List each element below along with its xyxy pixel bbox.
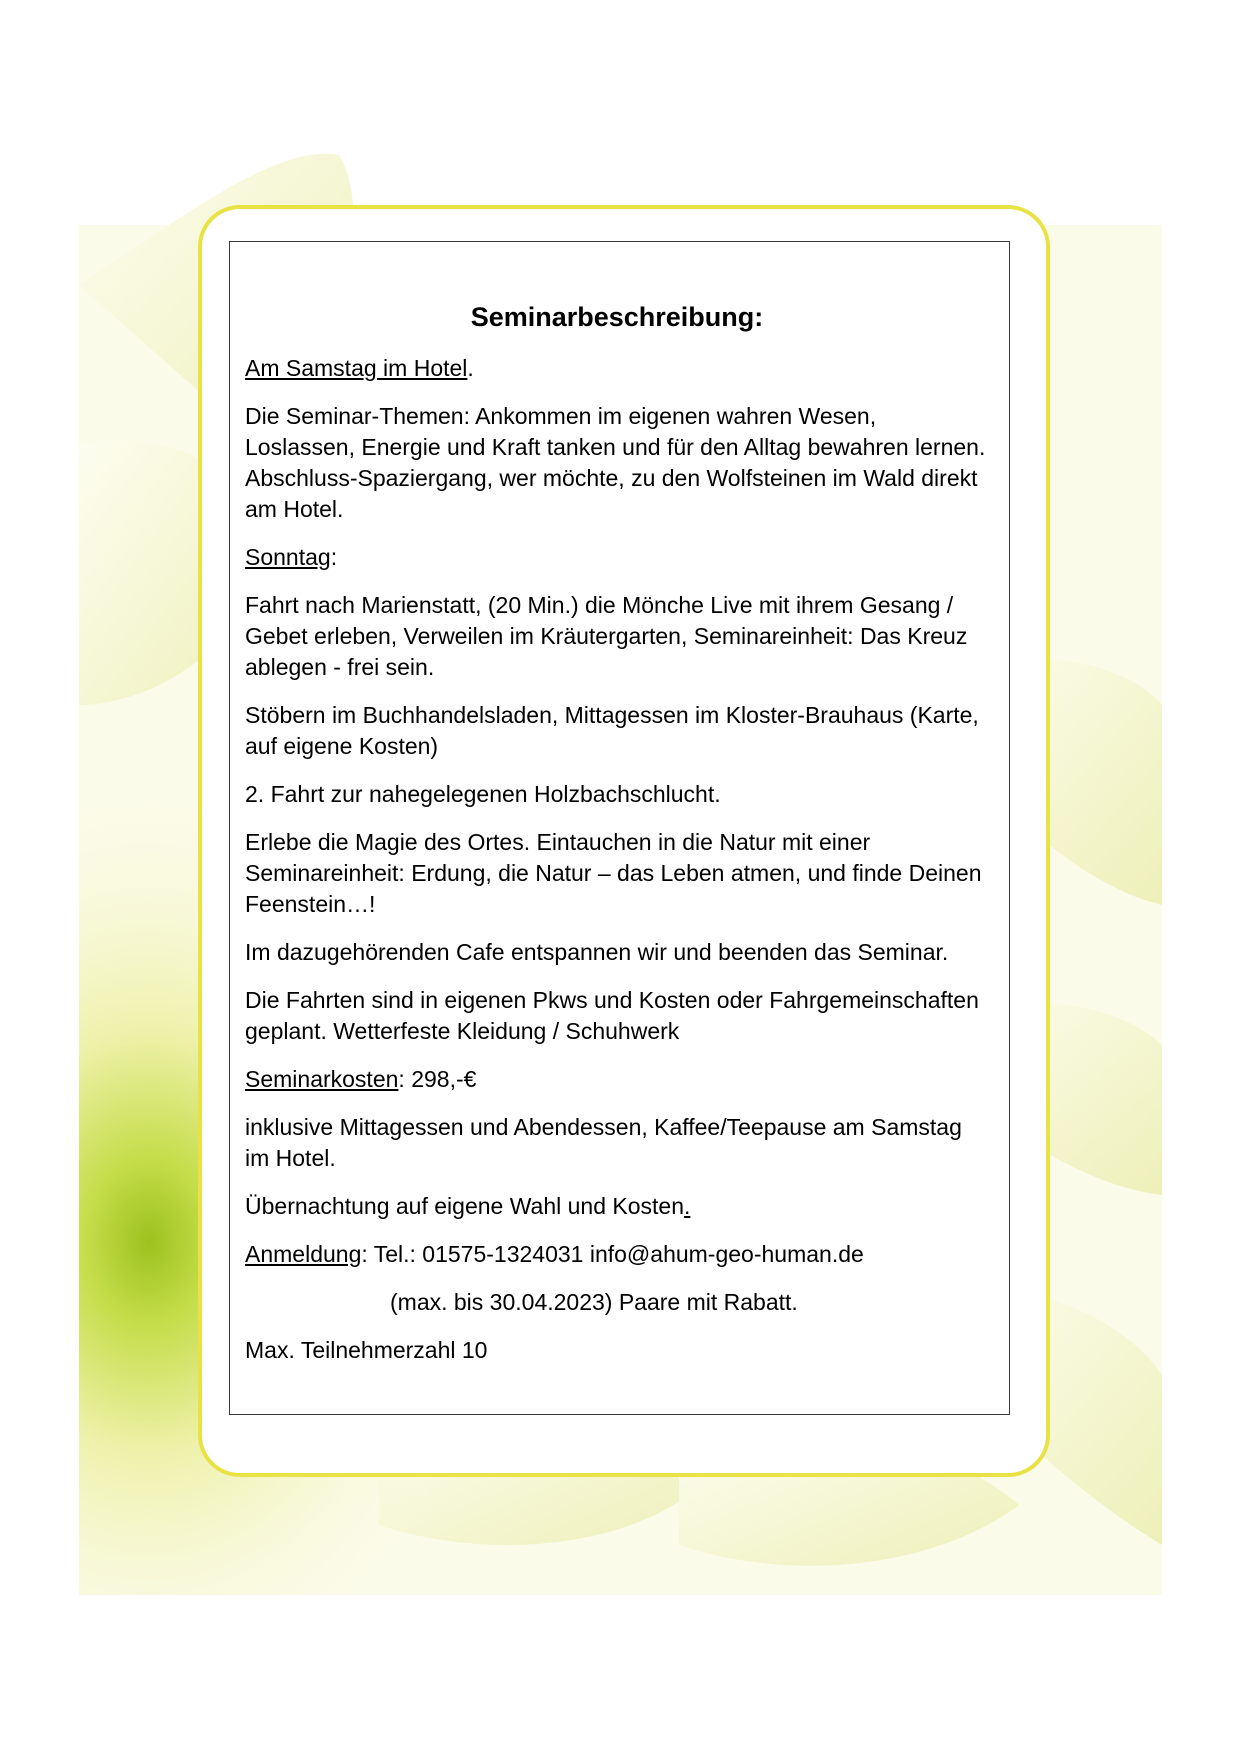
overnight-text: Übernachtung auf eigene Wahl und Kosten: [245, 1193, 685, 1219]
sunday-paragraph-4: Erlebe die Magie des Ortes. Eintauchen in die Natur mit einer Seminareinheit: Erdung, die Natur – das Leben atmen, und finde Deinen Feenstein…!: [245, 829, 982, 917]
registration-deadline: (max. bis 30.04.2023) Paare mit Rabatt.: [390, 1289, 798, 1315]
registration-contact: : Tel.: 01575-1324031 info@ahum-geo-human.de: [361, 1241, 864, 1267]
registration-line: [245, 1239, 989, 1270]
overnight-line: [245, 1191, 989, 1222]
page-title: Seminarbeschreibung:: [470, 302, 764, 332]
saturday-text: Die Seminar-Themen: Ankommen im eigenen wahren Wesen, Loslassen, Energie und Kraft tanken und für den Alltag bewahren lernen. Abschluss-Spaziergang, wer möchte, zu den Wolfsteinen im Wald direkt am Hotel.: [245, 403, 986, 522]
registration-label: Anmeldung: [245, 1241, 362, 1267]
sunday-heading-line: [245, 542, 989, 573]
sunday-paragraph-2: Stöbern im Buchhandelsladen, Mittagessen im Kloster-Brauhaus (Karte, auf eigene Kosten): [245, 702, 979, 759]
overnight-suffix: .: [684, 1193, 691, 1219]
sunday-heading-suffix: :: [330, 544, 338, 570]
sunday-heading: Sonntag: [245, 544, 331, 570]
sunday-paragraph-6: Die Fahrten sind in eigenen Pkws und Kosten oder Fahrgemeinschaften geplant. Wetterfeste Kleidung / Schuhwerk: [245, 987, 979, 1044]
costs-line: [245, 1064, 989, 1095]
seminar-description-box: [229, 241, 1010, 1415]
saturday-heading: Am Samstag im Hotel: [245, 355, 468, 381]
max-participants: Max. Teilnehmerzahl 10: [245, 1337, 488, 1363]
sunday-paragraph-3: 2. Fahrt zur nahegelegenen Holzbachschlucht.: [245, 781, 721, 807]
costs-value: : 298,-€: [398, 1066, 477, 1092]
saturday-heading-line: [245, 353, 989, 384]
costs-includes: inklusive Mittagessen und Abendessen, Kaffee/Teepause am Samstag im Hotel.: [245, 1114, 962, 1171]
saturday-heading-suffix: .: [467, 355, 474, 381]
sunday-paragraph-1: Fahrt nach Marienstatt, (20 Min.) die Mönche Live mit ihrem Gesang / Gebet erleben, Verweilen im Kräutergarten, Seminareinheit: Das Kreuz ablegen - frei sein.: [245, 592, 968, 680]
sunday-paragraph-5: Im dazugehörenden Cafe entspannen wir und beenden das Seminar.: [245, 939, 949, 965]
costs-label: Seminarkosten: [245, 1066, 399, 1092]
